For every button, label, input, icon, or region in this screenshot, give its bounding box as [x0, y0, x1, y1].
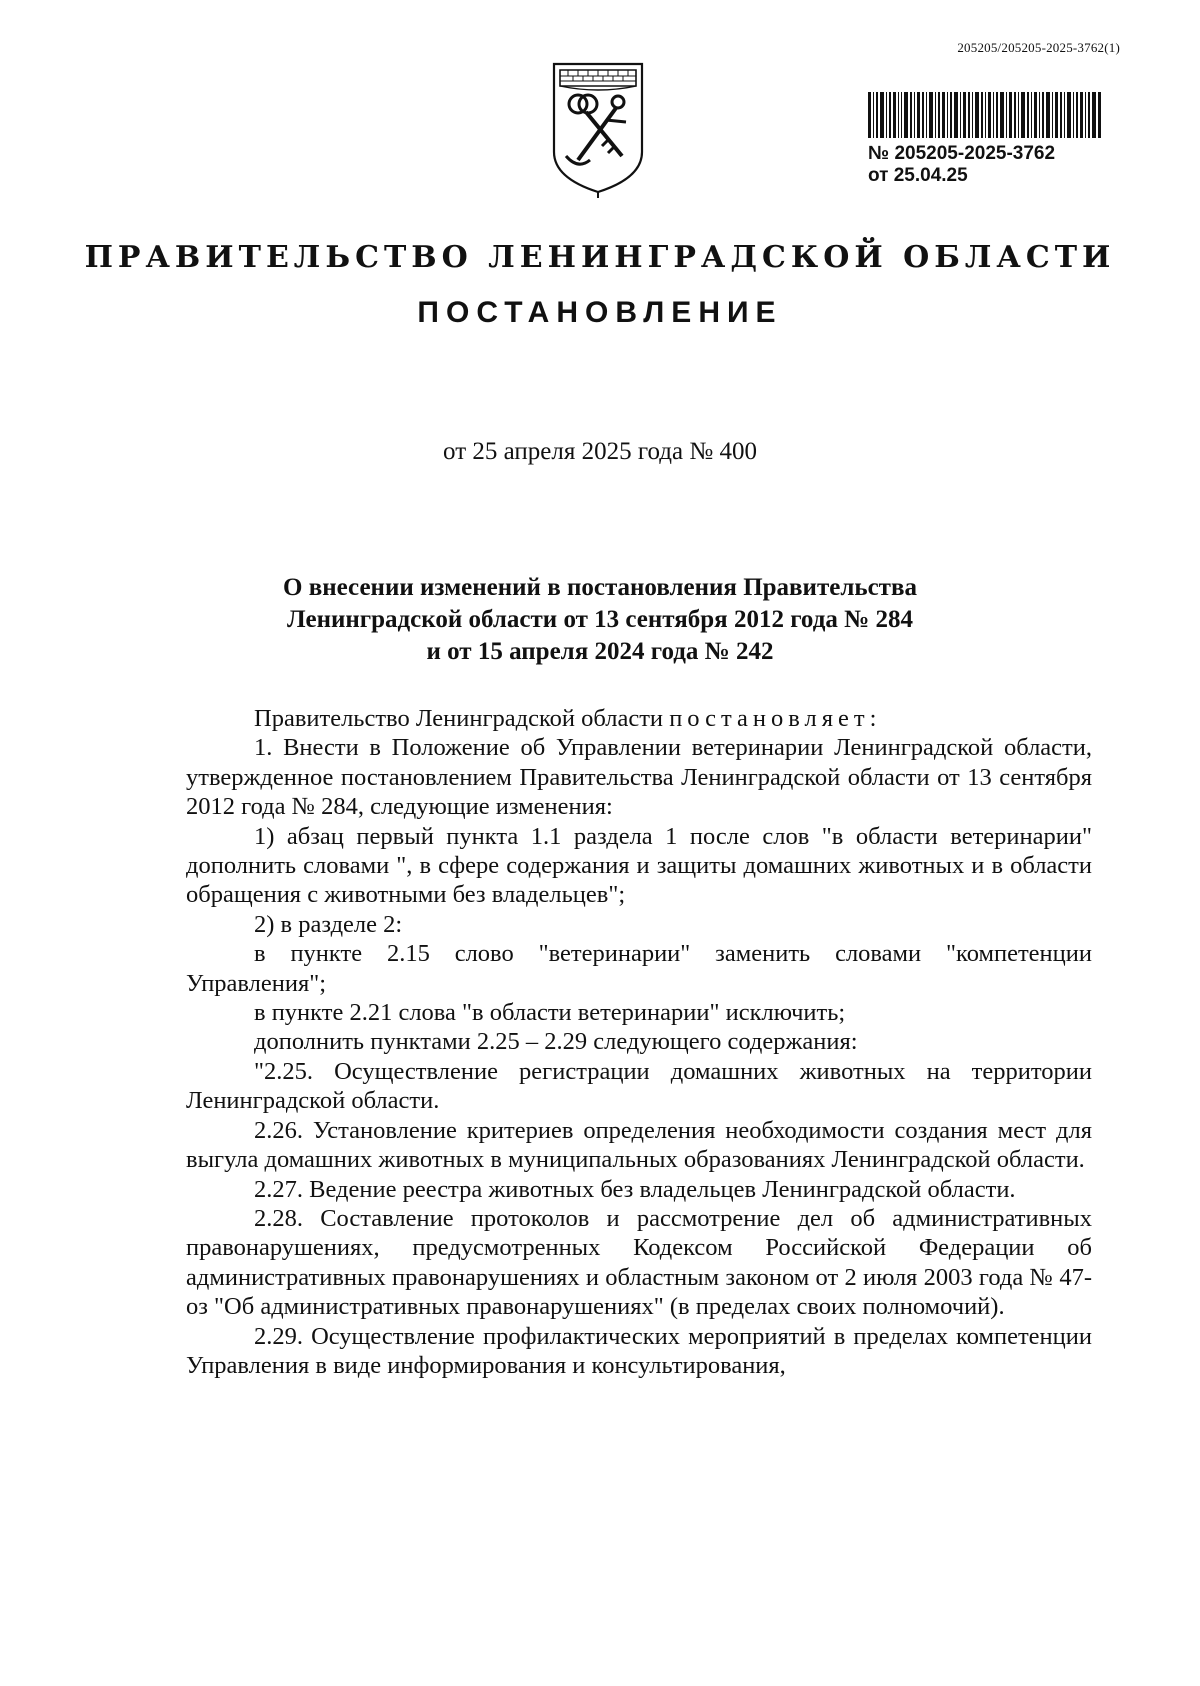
body-paragraph: 2.26. Установление критериев определения необходимости создания мест для выгула домашних животных в муниципальных образованиях Ленинградской области. — [186, 1116, 1092, 1174]
registration-date: от 25.04.25 — [868, 165, 968, 186]
coat-of-arms-icon — [548, 60, 648, 200]
body-paragraph: 1) абзац первый пункта 1.1 раздела 1 после слов "в области ветеринарии" дополнить словами ", в сфере содержания и защиты домашних животных и в области обращения с животными без владельцев"; — [186, 822, 1092, 909]
registration-stamp — [868, 92, 1108, 187]
body-paragraph: 2.27. Ведение реестра животных без владельцев Ленинградской области. — [254, 1175, 1016, 1203]
document-body — [186, 704, 1092, 1380]
body-paragraph: "2.25. Осуществление регистрации домашних животных на территории Ленинградской области. — [186, 1057, 1092, 1115]
body-paragraph: в пункте 2.15 слово "ветеринарии" заменить словами "компетенции Управления"; — [186, 940, 1092, 997]
document-reference: 205205/205205-2025-3762(1) — [957, 40, 1120, 55]
title-line: и от 15 апреля 2024 года № 242 — [426, 638, 774, 665]
issuing-authority: ПРАВИТЕЛЬСТВО ЛЕНИНГРАДСКОЙ ОБЛАСТИ — [84, 240, 1116, 275]
intro-text: Правительство Ленинградской области — [254, 705, 670, 732]
barcode-icon — [868, 92, 1102, 138]
body-paragraph: 2.28. Составление протоколов и рассмотрение дел об административных правонарушениях, предусмотренных Кодексом Российской Федерации об административных правонарушениях и областным законом от 2 июля 2003 года № 47-оз "Об административных правонарушениях" (в пределах своих полномочий). — [186, 1204, 1092, 1321]
body-paragraph: 2.29. Осуществление профилактических мероприятий в пределах компетенции Управления в виде информирования и консультирования, — [186, 1322, 1092, 1379]
document-date-number: от 25 апреля 2025 года № 400 — [443, 438, 757, 465]
title-line: О внесении изменений в постановления Правительства — [283, 574, 917, 601]
document-title — [0, 572, 1200, 668]
title-line: Ленинградской области от 13 сентября 2012 года № 284 — [287, 606, 913, 633]
document-type: ПОСТАНОВЛЕНИЕ — [417, 296, 783, 329]
body-paragraph: дополнить пунктами 2.25 – 2.29 следующего содержания: — [254, 1028, 858, 1056]
registration-number: № 205205-2025-3762 — [868, 143, 1056, 164]
body-paragraph: 1. Внести в Положение об Управлении ветеринарии Ленинградской области, утвержденное постановлением Правительства Ленинградской области от 13 сентября 2012 года № 284, следующие изменения: — [186, 734, 1092, 821]
body-paragraph: 2) в разделе 2: — [254, 910, 403, 938]
body-paragraph: в пункте 2.21 слова "в области ветеринарии" исключить; — [254, 999, 846, 1027]
intro-verb: постановляет: — [669, 705, 882, 732]
intro-paragraph — [186, 704, 1092, 733]
